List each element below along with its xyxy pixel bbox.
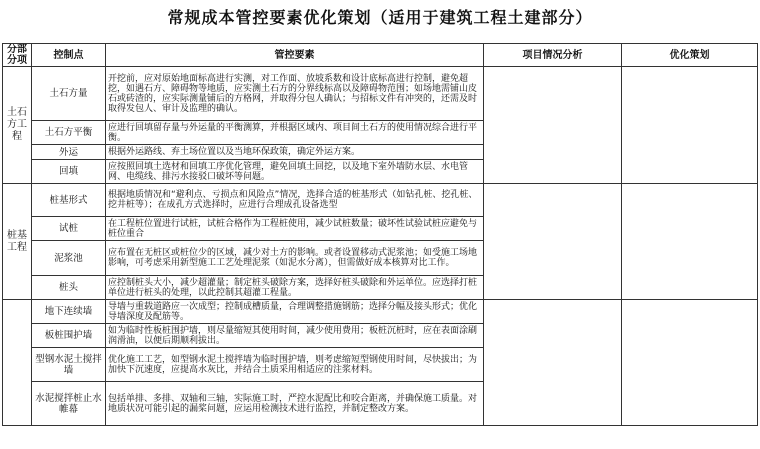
control-point-cell: 水泥搅拌桩止水帷幕 [32, 382, 106, 426]
requirement-cell: 应控制桩头大小，减少超灌量；制定桩头破除方案，选择好桩头破除和外运单位。应选择打桩单位进行桩头的处理，以此控制其超灌工程量。 [106, 276, 484, 300]
control-point-cell: 土石方平衡 [32, 121, 106, 145]
header-category: 分部分项 [3, 44, 32, 67]
category-cell: 土石方工程 [3, 67, 32, 184]
header-requirement: 管控要素 [106, 44, 484, 67]
strategy-cell[interactable] [622, 300, 758, 426]
cost-control-table [2, 43, 758, 426]
requirement-cell: 在工程桩位置进行试桩，试桩合格作为工程桩使用，减少试桩数量；破坏性试验试桩应避免与桩位重合 [106, 217, 484, 241]
requirement-cell: 根据地质情况和“避利点、亏损点和风险点”情况，选择合适的桩基形式（如钻孔桩、挖孔桩、挖井桩等）；在成孔方式选择时，应进行合理成孔设备选型 [106, 184, 484, 217]
strategy-cell[interactable] [622, 184, 758, 300]
header-strategy: 优化策划 [622, 44, 758, 67]
analysis-cell[interactable] [484, 67, 622, 184]
requirement-cell: 应布置在无桩区或桩位少的区域，减少对土方的影响。或者设置移动式泥浆池；如受施工场地影响，可考虑采用新型施工工艺处理泥浆（如泥水分离），但需做好成本核算对比工作。 [106, 241, 484, 276]
category-cell [3, 300, 32, 426]
control-point-cell: 型钢水泥土搅拌墙 [32, 348, 106, 382]
header-row [3, 44, 758, 67]
table-row [3, 300, 758, 324]
header-control-point: 控制点 [32, 44, 106, 67]
requirement-cell: 导墙与重载道路应一次成型；控制成槽质量，合理调整措施钢筋；选择分幅及接头形式；优化导墙深度及配筋等。 [106, 300, 484, 324]
control-point-cell: 泥浆池 [32, 241, 106, 276]
control-point-cell: 板桩围护墙 [32, 324, 106, 348]
requirement-cell: 应按照回填土选材和回填工序优化管理，避免回填土回挖，以及地下室外墙防水层、水电管网、电缆线、排污水接驳口破坏等问题。 [106, 160, 484, 184]
control-point-cell: 试桩 [32, 217, 106, 241]
control-point-cell: 外运 [32, 145, 106, 160]
control-point-cell: 回填 [32, 160, 106, 184]
requirement-cell: 如为临时性板桩围护墙，则尽量缩短其使用时间，减少使用费用；板桩沉桩时，应在表面涂刷润滑油，以便后期顺利拔出。 [106, 324, 484, 348]
table-row [3, 184, 758, 217]
analysis-cell[interactable] [484, 300, 622, 426]
requirement-cell: 应进行回填留存量与外运量的平衡测算，并根据区域内、项目间土石方的使用情况综合进行平衡。 [106, 121, 484, 145]
requirement-cell: 根据外运路线、弃土场位置以及当地环保政策，确定外运方案。 [106, 145, 484, 160]
control-point-cell: 地下连续墙 [32, 300, 106, 324]
analysis-cell[interactable] [484, 184, 622, 300]
requirement-cell: 开挖前，应对原始地面标高进行实测，对工作面、放坡系数和设计底标高进行控制，避免超挖，如遇石方、障碍物等地质，应实测土石方的分界线标高以及障碍物范围；如场地需铺山皮石或砖渣的，应实际测量铺后的方格网，并取得分包人确认；与招标文件有冲突的，还需及时取得发包人、审计及监理的确认。 [106, 67, 484, 121]
header-analysis: 项目情况分析 [484, 44, 622, 67]
table-row [3, 67, 758, 121]
requirement-cell: 包括单排、多排、双轴和三轴，实际施工时，严控水泥配比和咬合距离，并确保施工质量。对地质状况可能引起的漏桨问题，应运用检测技术进行监控，并制定整改方案。 [106, 382, 484, 426]
control-point-cell: 桩基形式 [32, 184, 106, 217]
requirement-cell: 优化施工工艺，如型钢水泥土搅拌墙为临时围护墙，则考虑缩短型钢使用时间，尽快拔出；为加快下沉速度，应提高水灰比，并结合土质采用相适应的注浆材料。 [106, 348, 484, 382]
page-title: 常规成本管控要素优化策划（适用于建筑工程土建部分） [167, 8, 593, 27]
control-point-cell: 土石方量 [32, 67, 106, 121]
control-point-cell: 桩头 [32, 276, 106, 300]
category-cell: 桩基工程 [3, 184, 32, 300]
strategy-cell[interactable] [622, 67, 758, 184]
